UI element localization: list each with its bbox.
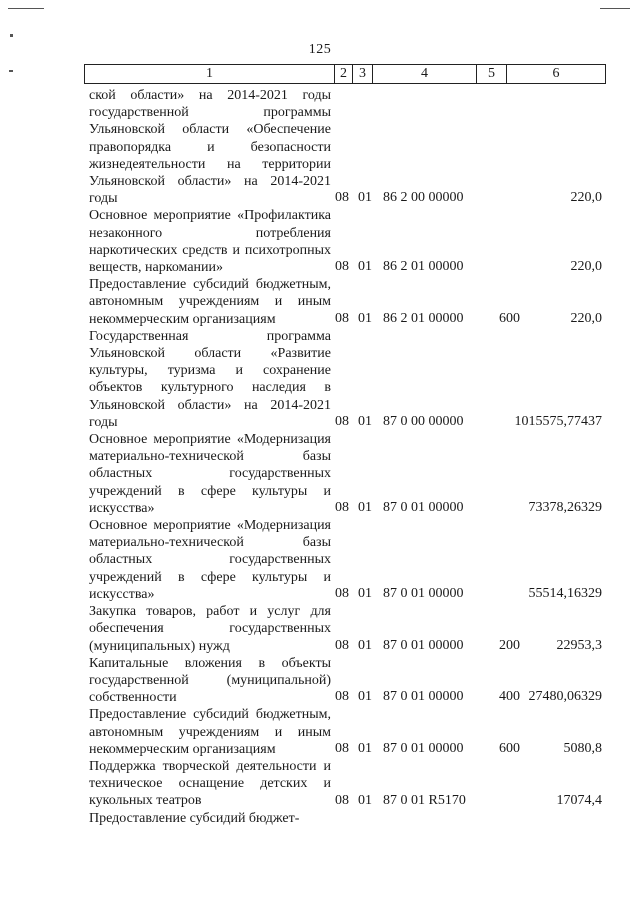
header-col-3: 3 <box>353 65 373 83</box>
subsection-code: 01 <box>358 190 372 206</box>
budget-table <box>89 87 611 827</box>
row-codes <box>335 688 611 706</box>
amount: 73378,26329 <box>528 500 602 516</box>
header-col-2: 2 <box>335 65 353 83</box>
table-row <box>89 328 611 431</box>
subsection-code: 01 <box>358 414 372 430</box>
scan-artifact <box>10 34 13 37</box>
subsection-code: 01 <box>358 310 372 326</box>
row-codes <box>335 637 611 655</box>
amount: 55514,16329 <box>528 586 602 602</box>
section-code: 08 <box>335 586 349 602</box>
target-code: 87 0 00 00000 <box>383 414 464 430</box>
section-code: 08 <box>335 259 349 275</box>
subsection-code: 01 <box>358 637 372 653</box>
row-codes <box>335 740 611 758</box>
header-col-5: 5 <box>477 65 507 83</box>
subsection-code: 01 <box>358 500 372 516</box>
table-row <box>89 431 611 517</box>
section-code: 08 <box>335 414 349 430</box>
table-row <box>89 706 611 758</box>
target-code: 86 2 01 00000 <box>383 259 464 275</box>
row-description: Закупка товаров, работ и услуг для обеспечения государственных (муниципальных) нужд <box>89 604 331 654</box>
row-description: Основное мероприятие «Модернизация материально-технической базы областных государственных учреждений в сфере культуры и искусства» <box>89 518 331 602</box>
row-description: Предоставление субсидий бюджет- <box>89 810 300 826</box>
amount: 220,0 <box>570 310 602 326</box>
row-codes <box>335 258 611 276</box>
page-number: 125 <box>308 42 332 57</box>
table-row <box>89 810 611 827</box>
header-col-1: 1 <box>85 65 335 83</box>
row-description: Поддержка творческой деятельности и техническое оснащение детских и кукольных театров <box>89 758 331 809</box>
section-code: 08 <box>335 500 349 516</box>
amount: 27480,06329 <box>528 689 602 705</box>
table-row <box>89 87 611 207</box>
scan-artifact <box>600 8 630 9</box>
header-col-4: 4 <box>373 65 477 83</box>
section-code: 08 <box>335 190 349 206</box>
row-codes <box>335 585 611 603</box>
row-description: ской области» на 2014-2021 годы государственной программы Ульяновской области «Обеспечение правопорядка и безопасности жизнедеятельности на территории Ульяновской области» на 2014-2021 годы <box>89 88 331 207</box>
row-codes <box>335 189 611 207</box>
subsection-code: 01 <box>358 586 372 602</box>
amount: 5080,8 <box>563 740 602 756</box>
section-code: 08 <box>335 637 349 653</box>
amount: 17074,4 <box>556 792 602 808</box>
table-header <box>84 64 606 84</box>
table-row <box>89 276 611 328</box>
table-row <box>89 758 611 810</box>
section-code: 08 <box>335 792 349 808</box>
table-row <box>89 603 611 655</box>
scan-artifact <box>8 8 44 9</box>
row-codes <box>335 499 611 517</box>
kind-code: 200 <box>499 637 520 653</box>
row-description: Основное мероприятие «Модернизация материально-технической базы областных государственных учреждений в сфере культуры и искусства» <box>89 432 331 516</box>
section-code: 08 <box>335 689 349 705</box>
table-row <box>89 655 611 707</box>
amount: 1015575,77437 <box>514 414 602 430</box>
table-row <box>89 207 611 276</box>
subsection-code: 01 <box>358 740 372 756</box>
amount: 220,0 <box>570 259 602 275</box>
kind-code: 400 <box>499 689 520 705</box>
row-description: Капитальные вложения в объекты государственной (муниципальной) собственности <box>89 655 331 706</box>
target-code: 87 0 01 00000 <box>383 740 464 756</box>
target-code: 87 0 01 00000 <box>383 586 464 602</box>
target-code: 86 2 00 00000 <box>383 190 464 206</box>
row-description: Государственная программа Ульяновской области «Развитие культуры, туризма и сохранение объектов культурного наследия в Ульяновской области» на 2014-2021 годы <box>89 328 331 430</box>
row-codes <box>335 413 611 431</box>
amount: 220,0 <box>570 190 602 206</box>
subsection-code: 01 <box>358 792 372 808</box>
target-code: 86 2 01 00000 <box>383 310 464 326</box>
scan-artifact <box>9 70 13 72</box>
target-code: 87 0 01 00000 <box>383 637 464 653</box>
subsection-code: 01 <box>358 689 372 705</box>
row-description: Предоставление субсидий бюджетным, автономным учреждениям и иным некоммерческим организациям <box>89 277 331 327</box>
section-code: 08 <box>335 740 349 756</box>
target-code: 87 0 01 00000 <box>383 689 464 705</box>
section-code: 08 <box>335 310 349 326</box>
subsection-code: 01 <box>358 259 372 275</box>
kind-code: 600 <box>499 310 520 326</box>
row-description: Предоставление субсидий бюджетным, автономным учреждениям и иным некоммерческим организациям <box>89 707 331 757</box>
header-col-6: 6 <box>552 66 560 81</box>
kind-code: 600 <box>499 740 520 756</box>
target-code: 87 0 01 00000 <box>383 500 464 516</box>
row-description: Основное мероприятие «Профилактика незаконного потребления наркотических средств и психотропных веществ, наркомании» <box>89 208 331 276</box>
table-row <box>89 517 611 603</box>
row-codes <box>335 310 611 328</box>
amount: 22953,3 <box>556 637 602 653</box>
target-code: 87 0 01 R5170 <box>383 792 466 808</box>
row-codes <box>335 792 611 810</box>
